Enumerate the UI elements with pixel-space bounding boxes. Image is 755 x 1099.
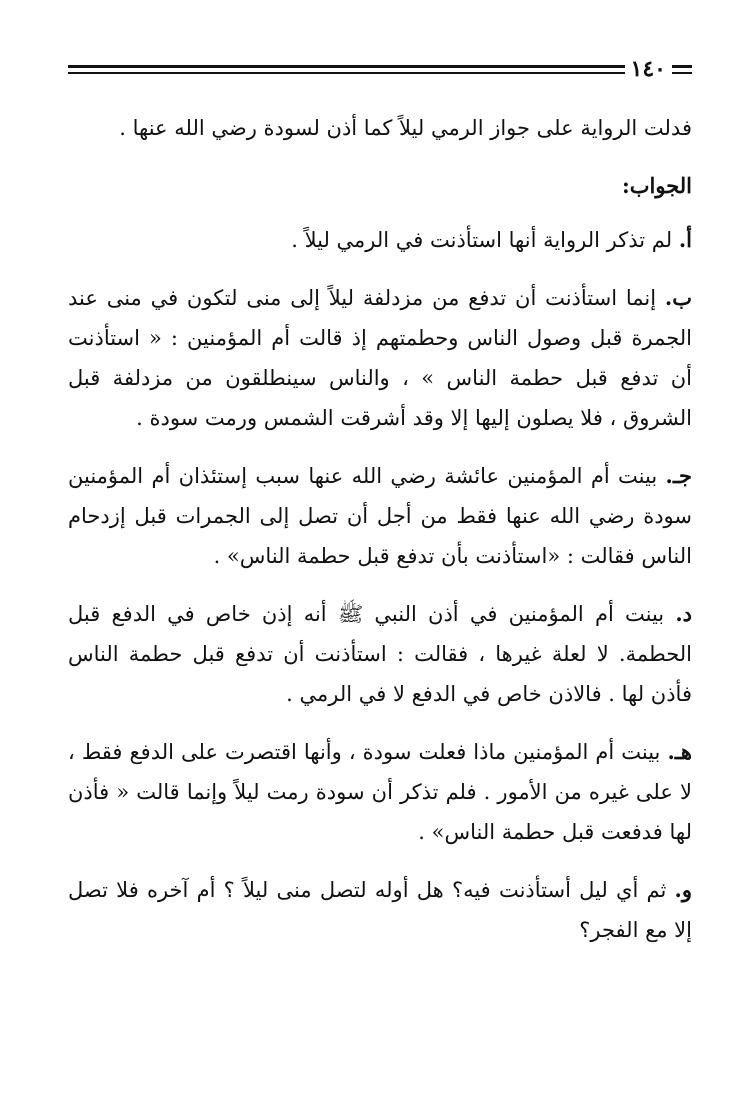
- paragraph-ba: [68, 278, 692, 438]
- paragraph-waw: [68, 870, 692, 950]
- paragraph-text: ثم أي ليل أستأذنت فيه؟ هل أوله لتصل منى ليلاً ؟ أم آخره فلا تصل إلا مع الفجر؟: [68, 878, 692, 942]
- item-marker: هـ.: [667, 739, 692, 764]
- header-rule-left: [68, 65, 625, 74]
- paragraph-text: بينت أم المؤمنين عائشة رضي الله عنها سبب إستئذان أم المؤمنين سودة رضي الله عنها فقط من أجل أن تصل إلى الجمرات قبل إزدحام الناس فقالت : «استأذنت بأن تدفع قبل حطمة الناس» .: [68, 464, 692, 568]
- paragraph-jim: [68, 456, 692, 576]
- paragraph-text: لم تذكر الرواية أنها استأذنت في الرمي ليلاً .: [291, 228, 679, 252]
- paragraph-alif: [68, 220, 692, 260]
- paragraph-text: بينت أم المؤمنين في أذن النبي ﷺ أنه إذن خاص في الدفع قبل الحطمة. لا لعلة غيرها ، فقالت : استأذنت أن تدفع قبل حطمة الناس فأذن لها . فالاذن خاص في الدفع لا في الرمي .: [68, 602, 692, 706]
- heading-text: الجواب:: [622, 173, 692, 198]
- paragraph-text: فدلت الرواية على جواز الرمي ليلاً كما أذن لسودة رضي الله عنها .: [119, 116, 692, 140]
- item-marker: جـ.: [665, 463, 692, 488]
- item-marker: د.: [675, 601, 692, 626]
- item-marker: أ.: [678, 227, 692, 252]
- page-body: [68, 108, 692, 950]
- paragraph-text: بينت أم المؤمنين ماذا فعلت سودة ، وأنها اقتصرت على الدفع فقط ، لا على غيره من الأمور . فلم تذكر أن سودة رمت ليلاً وإنما قالت « فأذن لها فدفعت قبل حطمة الناس» .: [68, 740, 692, 844]
- paragraph-text: إنما استأذنت أن تدفع من مزدلفة ليلاً إلى منى لتكون في منى عند الجمرة قبل وصول الناس وحطمتهم إذ قالت أم المؤمنين : « استأذنت أن تدفع قبل حطمة الناس » ، والناس سينطلقون من مزدلفة قبل الشروق ، فلا يصلون إليها إلا وقد أشرقت الشمس ورمت سودة .: [68, 286, 692, 430]
- page-header: [68, 52, 692, 86]
- header-rule-right: [672, 65, 692, 74]
- paragraph-intro: [68, 108, 692, 148]
- paragraph-dal: [68, 594, 692, 714]
- paragraph-ha: [68, 732, 692, 852]
- item-marker: ب.: [664, 285, 692, 310]
- item-marker: و.: [674, 877, 692, 902]
- page: [68, 52, 692, 1052]
- answer-heading: [68, 166, 692, 206]
- page-number: ١٤٠: [630, 56, 666, 82]
